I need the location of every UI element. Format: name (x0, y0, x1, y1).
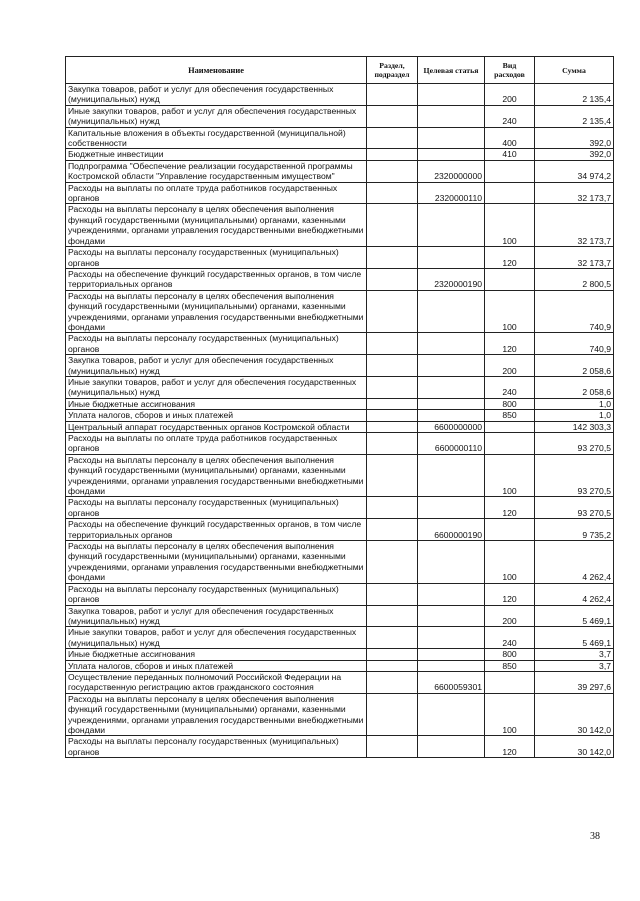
header-section: Раздел, подраздел (367, 57, 418, 84)
row-kind: 120 (485, 497, 535, 519)
row-target: 2320000000 (418, 160, 485, 182)
row-amount: 39 297,6 (535, 671, 614, 693)
row-kind: 850 (485, 660, 535, 671)
row-kind (485, 433, 535, 455)
row-target (418, 127, 485, 149)
row-section (367, 268, 418, 290)
row-amount: 4 262,4 (535, 583, 614, 605)
table-row (66, 649, 614, 660)
table-row (66, 127, 614, 149)
row-amount: 2 800,5 (535, 268, 614, 290)
table-row (66, 268, 614, 290)
row-amount: 5 469,1 (535, 605, 614, 627)
row-kind: 240 (485, 627, 535, 649)
row-kind: 800 (485, 649, 535, 660)
row-target (418, 736, 485, 758)
table-row (66, 693, 614, 736)
row-amount: 1,0 (535, 410, 614, 421)
table-row (66, 541, 614, 584)
row-kind: 800 (485, 398, 535, 409)
row-target: 2320000190 (418, 268, 485, 290)
row-target (418, 649, 485, 660)
row-name: Иные закупки товаров, работ и услуг для обеспечения государственных (муниципальных) нужд (66, 376, 367, 398)
row-target: 6600000000 (418, 421, 485, 432)
table-row (66, 433, 614, 455)
row-target (418, 454, 485, 497)
row-amount: 392,0 (535, 149, 614, 160)
table-row (66, 355, 614, 377)
row-kind: 120 (485, 247, 535, 269)
row-amount: 3,7 (535, 660, 614, 671)
table-row (66, 247, 614, 269)
row-amount: 392,0 (535, 127, 614, 149)
table-row (66, 497, 614, 519)
row-section (367, 671, 418, 693)
row-kind: 100 (485, 290, 535, 333)
table-row (66, 671, 614, 693)
header-target: Целевая статья (418, 57, 485, 84)
row-name: Бюджетные инвестиции (66, 149, 367, 160)
row-kind: 240 (485, 376, 535, 398)
row-name: Уплата налогов, сборов и иных платежей (66, 660, 367, 671)
row-name: Центральный аппарат государственных органов Костромской области (66, 421, 367, 432)
table-row (66, 736, 614, 758)
row-amount: 32 173,7 (535, 247, 614, 269)
row-amount: 740,9 (535, 333, 614, 355)
row-name: Расходы на выплаты персоналу в целях обеспечения выполнения функций государственными (муниципальными) органами, казенными учреждениями, органами управления государственными внебюджетными фондами (66, 454, 367, 497)
row-amount: 2 135,4 (535, 105, 614, 127)
row-amount: 9 735,2 (535, 519, 614, 541)
row-amount: 2 135,4 (535, 84, 614, 106)
header-kind: Вид расходов (485, 57, 535, 84)
table-row (66, 84, 614, 106)
table-row (66, 290, 614, 333)
row-target (418, 84, 485, 106)
table-row (66, 410, 614, 421)
row-amount: 5 469,1 (535, 627, 614, 649)
row-amount: 3,7 (535, 649, 614, 660)
row-section (367, 649, 418, 660)
table-body (66, 84, 614, 758)
page-number: 38 (590, 831, 600, 842)
row-section (367, 149, 418, 160)
row-name: Капитальные вложения в объекты государственной (муниципальной) собственности (66, 127, 367, 149)
row-section (367, 182, 418, 204)
table-row (66, 204, 614, 247)
row-kind (485, 671, 535, 693)
row-target (418, 627, 485, 649)
header-name: Наименование (66, 57, 367, 84)
table-row (66, 160, 614, 182)
row-target (418, 583, 485, 605)
row-section (367, 204, 418, 247)
row-section (367, 497, 418, 519)
row-name: Осуществление переданных полномочий Российской Федерации на государственную регистрацию актов гражданского состояния (66, 671, 367, 693)
row-amount: 2 058,6 (535, 355, 614, 377)
row-section (367, 247, 418, 269)
row-kind: 200 (485, 605, 535, 627)
row-name: Иные бюджетные ассигнования (66, 649, 367, 660)
row-target (418, 204, 485, 247)
row-section (367, 127, 418, 149)
row-target: 6600059301 (418, 671, 485, 693)
row-section (367, 627, 418, 649)
row-name: Закупка товаров, работ и услуг для обеспечения государственных (муниципальных) нужд (66, 355, 367, 377)
row-amount: 93 270,5 (535, 497, 614, 519)
row-name: Расходы на выплаты персоналу в целях обеспечения выполнения функций государственными (муниципальными) органами, казенными учреждениями, органами управления государственными внебюджетными фондами (66, 693, 367, 736)
row-section (367, 84, 418, 106)
row-name: Иные закупки товаров, работ и услуг для обеспечения государственных (муниципальных) нужд (66, 105, 367, 127)
table-header-row (66, 57, 614, 84)
header-amount: Сумма (535, 57, 614, 84)
row-name: Расходы на выплаты персоналу в целях обеспечения выполнения функций государственными (муниципальными) органами, казенными учреждениями, органами управления государственными внебюджетными фондами (66, 204, 367, 247)
budget-table (65, 56, 614, 758)
table-row (66, 398, 614, 409)
row-name: Расходы на выплаты персоналу государственных (муниципальных) органов (66, 247, 367, 269)
row-target (418, 605, 485, 627)
row-amount: 30 142,0 (535, 693, 614, 736)
row-target (418, 410, 485, 421)
row-section (367, 519, 418, 541)
table-row (66, 105, 614, 127)
row-section (367, 160, 418, 182)
row-section (367, 410, 418, 421)
row-kind: 100 (485, 454, 535, 497)
row-name: Расходы на выплаты персоналу в целях обеспечения выполнения функций государственными (муниципальными) органами, казенными учреждениями, органами управления государственными внебюджетными фондами (66, 290, 367, 333)
row-amount: 142 303,3 (535, 421, 614, 432)
row-kind: 200 (485, 84, 535, 106)
table-row (66, 421, 614, 432)
row-kind (485, 519, 535, 541)
row-kind: 120 (485, 736, 535, 758)
table-row (66, 333, 614, 355)
row-kind: 120 (485, 333, 535, 355)
row-target (418, 333, 485, 355)
row-section (367, 376, 418, 398)
row-target (418, 497, 485, 519)
row-name: Подпрограмма "Обеспечение реализации государственной программы Костромской области "Управление государственным имуществом" (66, 160, 367, 182)
row-target (418, 105, 485, 127)
row-name: Расходы на выплаты персоналу государственных (муниципальных) органов (66, 497, 367, 519)
row-section (367, 333, 418, 355)
row-target (418, 290, 485, 333)
row-name: Расходы на выплаты по оплате труда работников государственных органов (66, 182, 367, 204)
table-row (66, 583, 614, 605)
row-amount: 93 270,5 (535, 433, 614, 455)
row-name: Закупка товаров, работ и услуг для обеспечения государственных (муниципальных) нужд (66, 84, 367, 106)
row-target: 6600000190 (418, 519, 485, 541)
table-row (66, 627, 614, 649)
row-name: Расходы на выплаты персоналу государственных (муниципальных) органов (66, 333, 367, 355)
row-section (367, 454, 418, 497)
row-section (367, 433, 418, 455)
row-name: Расходы на выплаты персоналу государственных (муниципальных) органов (66, 583, 367, 605)
row-amount: 32 173,7 (535, 204, 614, 247)
row-kind (485, 421, 535, 432)
row-name: Иные бюджетные ассигнования (66, 398, 367, 409)
row-name: Расходы на обеспечение функций государственных органов, в том числе территориальных органов (66, 519, 367, 541)
row-section (367, 355, 418, 377)
row-kind: 120 (485, 583, 535, 605)
row-section (367, 290, 418, 333)
row-kind (485, 160, 535, 182)
row-amount: 30 142,0 (535, 736, 614, 758)
row-target (418, 541, 485, 584)
row-target (418, 149, 485, 160)
row-kind: 410 (485, 149, 535, 160)
row-name: Расходы на выплаты персоналу государственных (муниципальных) органов (66, 736, 367, 758)
row-section (367, 583, 418, 605)
row-section (367, 736, 418, 758)
row-kind (485, 182, 535, 204)
row-amount: 4 262,4 (535, 541, 614, 584)
row-kind: 400 (485, 127, 535, 149)
table-row (66, 376, 614, 398)
row-target: 2320000110 (418, 182, 485, 204)
row-name: Уплата налогов, сборов и иных платежей (66, 410, 367, 421)
table-row (66, 519, 614, 541)
row-section (367, 105, 418, 127)
row-section (367, 398, 418, 409)
row-section (367, 421, 418, 432)
row-name: Расходы на обеспечение функций государственных органов, в том числе территориальных органов (66, 268, 367, 290)
row-name: Расходы на выплаты по оплате труда работников государственных органов (66, 433, 367, 455)
row-name: Иные закупки товаров, работ и услуг для обеспечения государственных (муниципальных) нужд (66, 627, 367, 649)
row-section (367, 541, 418, 584)
row-kind: 100 (485, 693, 535, 736)
row-kind: 850 (485, 410, 535, 421)
row-kind (485, 268, 535, 290)
row-amount: 1,0 (535, 398, 614, 409)
row-section (367, 693, 418, 736)
table-row (66, 182, 614, 204)
row-target (418, 355, 485, 377)
row-name: Расходы на выплаты персоналу в целях обеспечения выполнения функций государственными (муниципальными) органами, казенными учреждениями, органами управления государственными внебюджетными фондами (66, 541, 367, 584)
row-target (418, 660, 485, 671)
table-row (66, 605, 614, 627)
table-row (66, 454, 614, 497)
row-target (418, 376, 485, 398)
row-section (367, 660, 418, 671)
row-kind: 240 (485, 105, 535, 127)
table-row (66, 660, 614, 671)
row-kind: 200 (485, 355, 535, 377)
row-amount: 34 974,2 (535, 160, 614, 182)
row-amount: 32 173,7 (535, 182, 614, 204)
row-kind: 100 (485, 204, 535, 247)
row-target (418, 693, 485, 736)
table-row (66, 149, 614, 160)
row-target (418, 398, 485, 409)
row-target: 6600000110 (418, 433, 485, 455)
row-section (367, 605, 418, 627)
row-amount: 740,9 (535, 290, 614, 333)
row-amount: 93 270,5 (535, 454, 614, 497)
row-target (418, 247, 485, 269)
row-kind: 100 (485, 541, 535, 584)
row-name: Закупка товаров, работ и услуг для обеспечения государственных (муниципальных) нужд (66, 605, 367, 627)
row-amount: 2 058,6 (535, 376, 614, 398)
